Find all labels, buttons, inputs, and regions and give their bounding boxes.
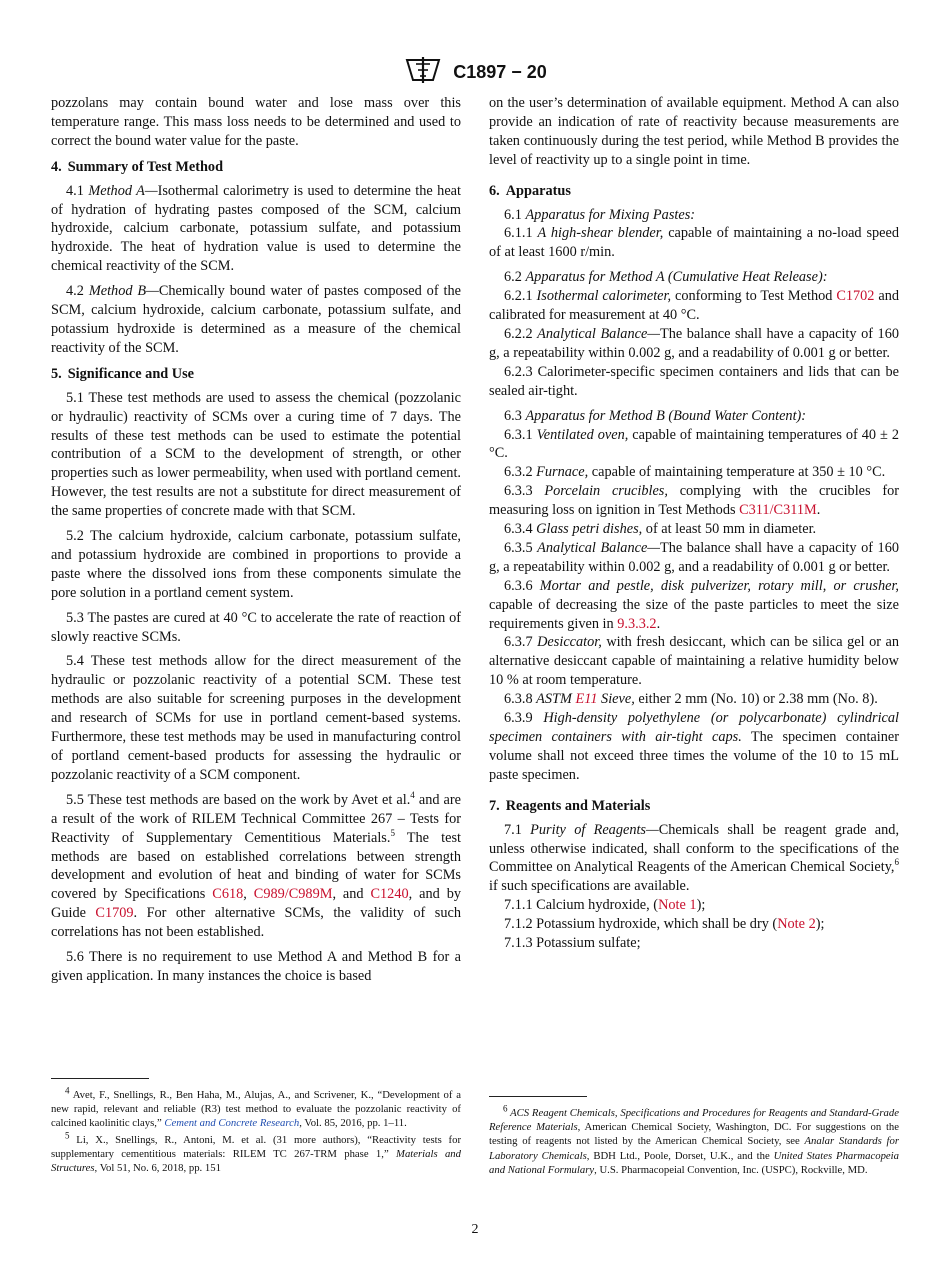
link-c311[interactable]: C311/C311M xyxy=(739,502,817,519)
footnotes-left xyxy=(51,1078,461,1177)
link-section-9-3-3-2[interactable]: 9.3.3.2 xyxy=(617,615,657,632)
paragraph-6-1-1: 6.1.1 A high-shear blender, capable of maintaining a no-load speed of at least 1600 r/min. xyxy=(489,225,900,261)
paragraph-5-3: 5.3 The pastes are cured at 40 °C to accelerate the rate of reaction of slowly reactive SCMs. xyxy=(51,609,461,645)
paragraph-6-2-1: 6.2.1 Isothermal calorimeter, conforming to Test Method C1702 and calibrated for measurement at 40 °C. xyxy=(489,288,900,324)
paragraph-6-1: 6.1 Apparatus for Mixing Pastes: xyxy=(504,206,696,223)
paragraph-6-2-3: 6.2.3 Calorimeter-specific specimen containers and lids that can be sealed air-tight. xyxy=(489,363,899,399)
footnote-4: $^4$ Avet, F., Snellings, R., Ben Haha, M., Alujas, A., and Scrivener, K., “Development of a new rapid, relevant and reliable (R3) test method to evaluate the pozzolanic reactivity of calcined kaolinitic clays,” Cement and Concrete Research, Vol. 85, 2016, pp. 1–11. xyxy=(51,1085,461,1130)
paragraph-6-3-1: 6.3.1 Ventilated oven, capable of maintaining temperatures of 40 ± 2 °C. xyxy=(489,426,900,462)
link-c618[interactable]: C618 xyxy=(212,886,244,903)
link-c989[interactable]: C989/C989M xyxy=(253,886,333,903)
paragraph-7-1-3: 7.1.3 Potassium sulfate; xyxy=(504,935,641,952)
paragraph-5-6: 5.6 There is no requirement to use Method A and Method B for a given application. In many instances the choice is based xyxy=(51,949,461,984)
paragraph-6-3-9: 6.3.9 High-density polyethylene (or polycarbonate) cylindrical specimen containers with air-tight caps. The specimen container volume shall not exceed three times the volume of the 10 to 15 mL paste specimen. xyxy=(489,710,900,783)
link-c1240[interactable]: C1240 xyxy=(370,886,409,903)
paragraph-intro-right: on the user’s determination of available equipment. Method A can also provide an indication of rate of reactivity because measurements are taken continuously during the test period, while Method B provides the level of reactivity up to a single point in time. xyxy=(489,95,899,168)
paragraph-5-4: 5.4 These test methods allow for the direct measurement of the hydraulic or pozzolanic reactivity of a potential SCM. These test methods are also suitable for screening purposes in the development and research of SCMs for use in portland cement-based systems. Furthermore, these test methods may be used in manufacturing control of portland cement-based products for assessing the hydraulic or pozzolanic reactivity of a SCM component. xyxy=(51,653,461,783)
footnote-ref-5[interactable]: 5 xyxy=(390,827,395,838)
paragraph-6-2: 6.2 Apparatus for Method A (Cumulative Heat Release): xyxy=(504,269,828,286)
section-4-heading: 4. Summary of Test Method xyxy=(51,158,224,175)
paragraph-6-3: 6.3 Apparatus for Method B (Bound Water Content): xyxy=(504,407,807,424)
link-note-1[interactable]: Note 1 xyxy=(658,897,697,914)
paragraph-6-3-6: 6.3.6 Mortar and pestle, disk pulverizer, rotary mill, or crusher, capable of decreasing the size of the paste particles to meet the size requirements given in 9.3.3.2. xyxy=(489,577,899,632)
link-c1709[interactable]: C1709 xyxy=(95,905,134,922)
paragraph-6-3-7: 6.3.7 Desiccator, with fresh desiccant, which can be silica gel or an alternative desiccant capable of maintaining a relative humidity below 10 % at room temperature. xyxy=(489,634,899,689)
footnote-6: $^6$ ACS Reagent Chemicals, Specifications and Procedures for Reagents and Standard-Grade Reference Materials, American Chemical Society, Washington, DC. For suggestions on the testing of reagents not listed by the American Chemical Society, see Analar Standards for Laboratory Chemicals, BDH Ltd., Poole, Dorset, U.K., and the United States Pharmacopeia and National Formulary, U.S. Pharmacopeial Convention, Inc. (USPC), Rockville, MD. xyxy=(489,1103,899,1176)
section-7-heading: 7. Reagents and Materials xyxy=(489,797,651,814)
section-5-heading: 5. Significance and Use xyxy=(51,365,195,382)
paragraph-7-1-1: 7.1.1 Calcium hydroxide, (Note 1); xyxy=(504,897,706,914)
footnote-divider xyxy=(51,1078,149,1079)
paragraph-6-3-2: 6.3.2 Furnace, capable of maintaining temperature at 350 ± 10 °C. xyxy=(504,464,886,481)
paragraph-6-2-2: 6.2.2 Analytical Balance—The balance shall have a capacity of 160 g, a repeatability within 0.002 g, and a readability of 0.001 g or better. xyxy=(489,325,899,361)
right-column xyxy=(489,94,899,953)
paragraph-7-1: 7.1 Purity of Reagents—Chemicals shall be reagent grade and, unless otherwise indicated, shall conform to the specifications of the Committee on Analytical Reagents of the American Chemical Society,$^6$ if such specifications are available. xyxy=(489,821,900,895)
astm-logo-icon xyxy=(403,56,443,89)
paragraph-7-1-2: 7.1.2 Potassium hydroxide, which shall be dry (Note 2); xyxy=(504,916,825,933)
paragraph-4-2: 4.2 Method B—Chemically bound water of pastes composed of the SCM, calcium hydroxide, calcium carbonate, potassium sulfate, and potassium hydroxide is determined as a measure of the chemical reactivity of the SCM. xyxy=(51,283,461,356)
footnote-ref-4[interactable]: 4 xyxy=(410,790,415,801)
link-c1702[interactable]: C1702 xyxy=(836,288,875,305)
footnote-ref-6[interactable]: 6 xyxy=(894,857,899,868)
paragraph-6-3-4: 6.3.4 Glass petri dishes, of at least 50 mm in diameter. xyxy=(504,521,817,538)
paragraph-6-3-8: 6.3.8 ASTM E11 Sieve, either 2 mm (No. 10) or 2.38 mm (No. 8). xyxy=(504,691,878,708)
paragraph-4-1: 4.1 Method A—Isothermal calorimetry is used to determine the heat of hydration of hydrating pastes composed of the SCM, calcium hydroxide, calcium carbonate, potassium sulfate, and potassium hydroxide. The heat of hydration value is used to determine the chemical reactivity of the SCM. xyxy=(51,182,461,275)
section-6-heading: 6. Apparatus xyxy=(489,182,571,199)
paragraph-5-5: 5.5 These test methods are based on the work by Avet et al.$^4$ and are a result of the work of RILEM Technical Committee 267 – Tests for Reactivity of Supplementary Cementitious Materials.$^5$ The test methods are based on established correlations between strength development and evolution of heat and binding of water for SCMs covered by Specifications C618, C989/C989M, and C1240, and by Guide C1709. For other alternative SCMs, the validity of such correlations has not been established. xyxy=(51,790,461,941)
left-column xyxy=(51,94,461,992)
document-id: C1897 − 20 xyxy=(453,62,547,82)
link-e11[interactable]: E11 xyxy=(575,691,598,708)
link-cement-concrete-research[interactable]: Cement and Concrete Research xyxy=(164,1117,300,1130)
paragraph-6-3-3: 6.3.3 Porcelain crucibles, complying with the crucibles for measuring loss on ignition in Test Methods C311/C311M. xyxy=(489,483,899,519)
paragraph-intro-left: pozzolans may contain bound water and lose mass over this temperature range. This mass loss needs to be determined and used to correct the bound water value for the paste. xyxy=(51,95,461,149)
link-note-2[interactable]: Note 2 xyxy=(777,916,816,933)
footnote-5: $^5$ Li, X., Snellings, R., Antoni, M. et al. (31 more authors), “Reactivity tests for supplementary cementitious materials: RILEM TC 267-TRM phase 1,” Materials and Structures, Vol 51, No. 6, 2018, pp. 151 xyxy=(51,1130,461,1175)
paragraph-6-3-5: 6.3.5 Analytical Balance—The balance shall have a capacity of 160 g, a repeatability within 0.002 g, and a readability of 0.001 g or better. xyxy=(489,539,899,575)
paragraph-5-1: 5.1 These test methods are used to assess the chemical (pozzolanic or hydraulic) reactivity of SCMs over a curing time of 7 days. The results of these test methods can be used to estimate the potential contribution of a SCM to the development of strength, or other properties such as lower permeability, when used with portland cement. However, the test results are not a substitute for direct measurement of the same properties of concrete made with that SCM. xyxy=(51,389,461,520)
footnotes-right xyxy=(489,1096,899,1179)
footnote-divider xyxy=(489,1096,587,1097)
page-header xyxy=(0,56,950,89)
page-number: 2 xyxy=(471,1222,479,1237)
paragraph-5-2: 5.2 The calcium hydroxide, calcium carbonate, potassium sulfate, and potassium hydroxide are combined in proportions to provide a paste where the dissolved ions from these components simulate the pore solution in a portland cement system. xyxy=(51,528,461,601)
